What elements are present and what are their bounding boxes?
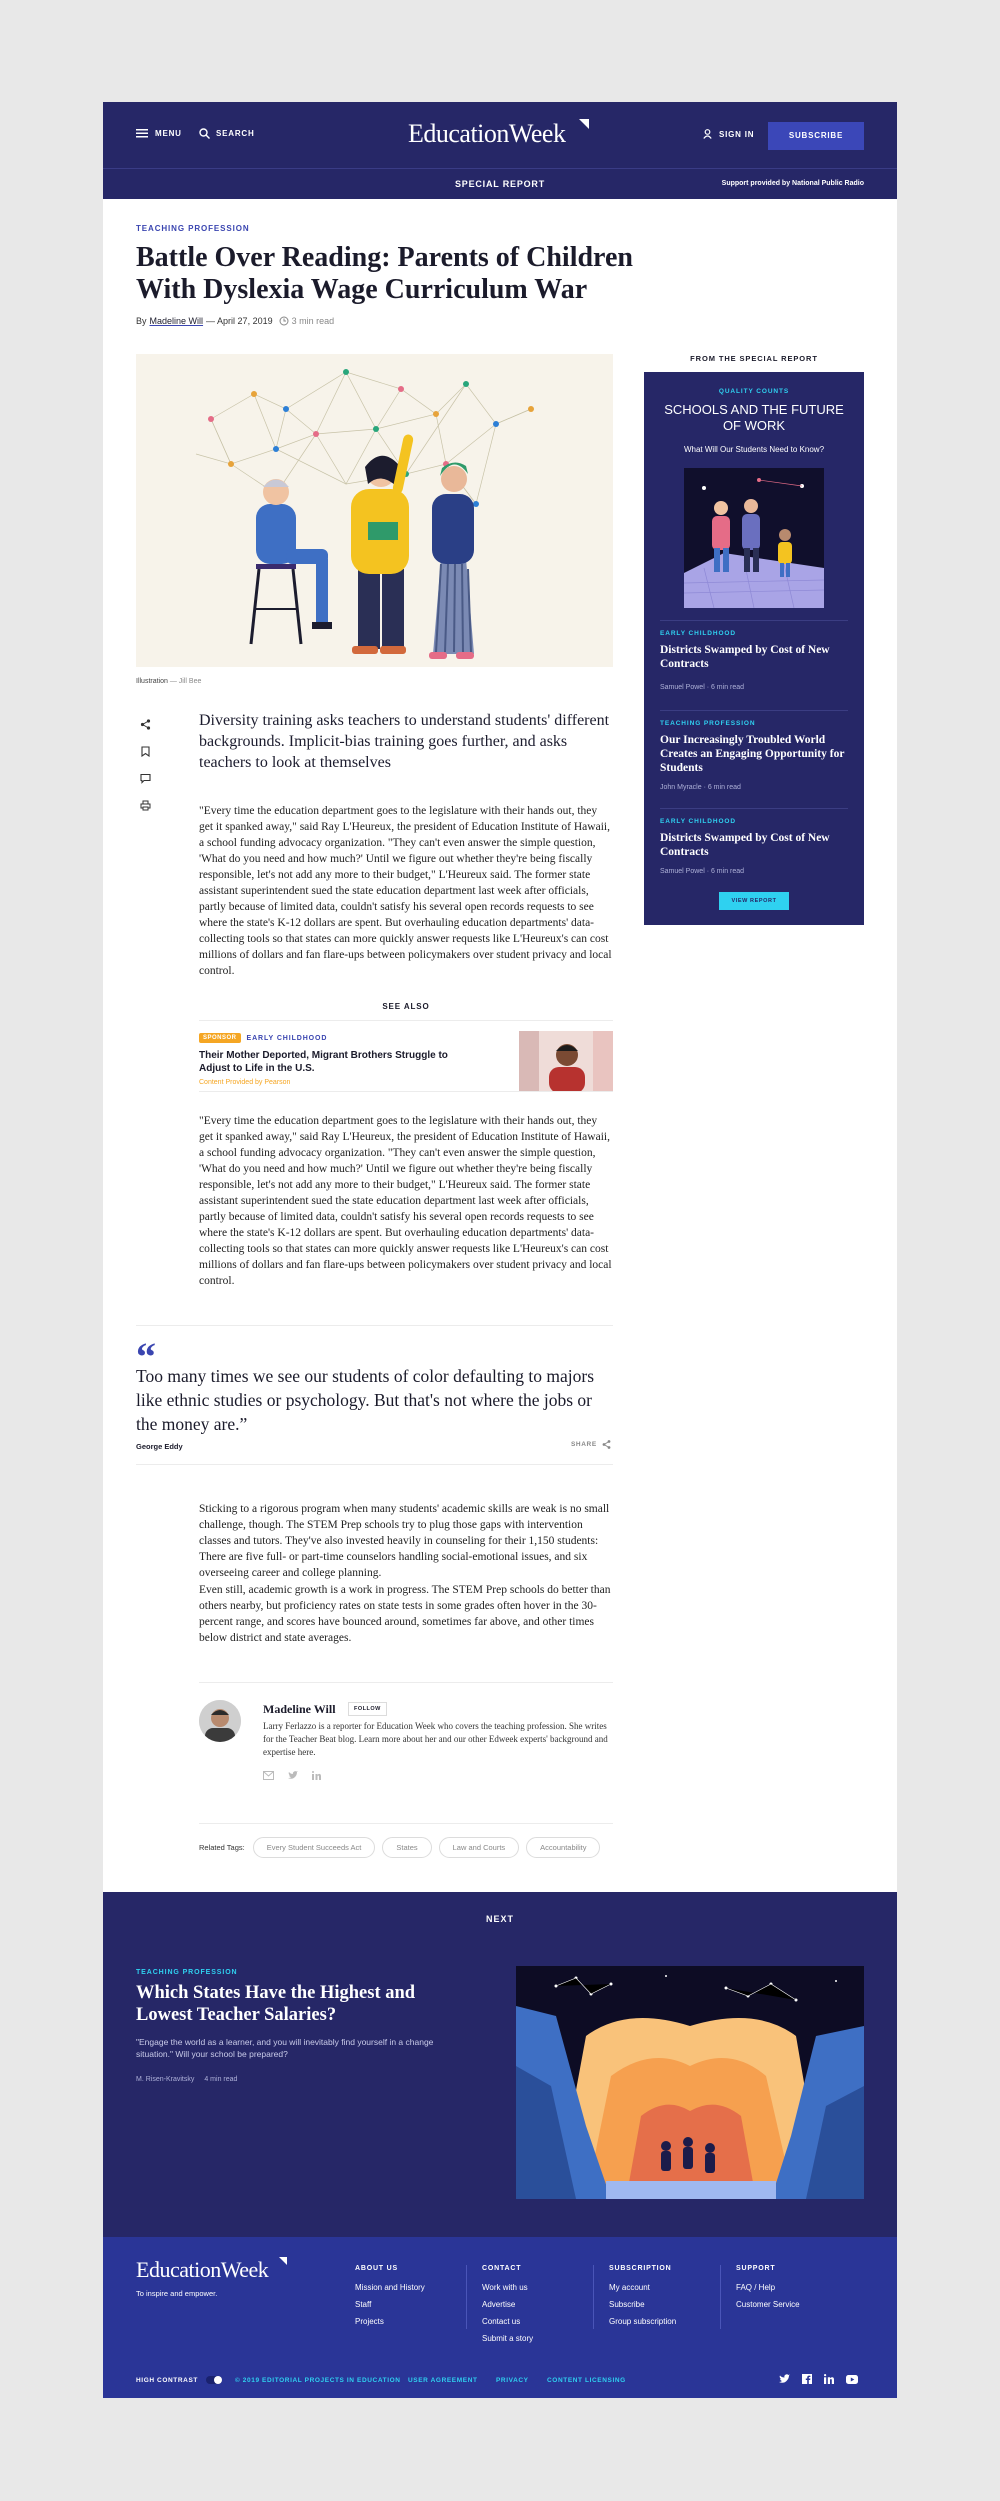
article-kicker[interactable]: TEACHING PROFESSION (136, 224, 250, 233)
article-lead: Diversity training asks teachers to understand students' different backgrounds. Implicit-bias training goes further, and asks teachers to look at themselves (199, 712, 610, 771)
next-article-section (103, 1892, 897, 2237)
tag-chip[interactable]: Law and Courts (439, 1837, 520, 1858)
byline (136, 316, 334, 326)
publish-date: — April 27, 2019 (206, 316, 273, 326)
menu-label: MENU (155, 128, 182, 138)
footer-link[interactable]: Advertise (482, 2300, 516, 2309)
pull-quote-share[interactable] (571, 1440, 611, 1449)
site-footer (103, 2237, 897, 2398)
tag-chip[interactable]: Accountability (526, 1837, 600, 1858)
footer-column (609, 2265, 676, 2330)
share-icon (602, 1440, 611, 1449)
author-link[interactable]: Madeline Will (149, 316, 204, 326)
caption-credit: — Jill Bee (169, 678, 202, 685)
divider (466, 2265, 467, 2329)
sidebar-item-meta: John Myracle · 6 min read (660, 784, 741, 791)
user-icon (703, 129, 712, 139)
clock-icon (279, 316, 289, 326)
toggle-switch[interactable] (206, 2376, 222, 2384)
search-button[interactable] (199, 128, 255, 139)
header-section-bar (103, 168, 897, 199)
bookmark-icon[interactable] (136, 742, 154, 760)
image-caption (136, 678, 201, 685)
page (103, 102, 897, 2398)
twitter-icon[interactable] (779, 2374, 790, 2384)
footer-link[interactable]: My account (609, 2283, 650, 2292)
footer-column-heading: ABOUT US (355, 2265, 398, 2272)
sidebar-item[interactable] (660, 630, 848, 691)
footer-link[interactable]: Submit a story (482, 2334, 534, 2343)
see-also-title[interactable]: Their Mother Deported, Migrant Brothers Struggle to Adjust to Life in the U.S. (199, 1050, 448, 1074)
search-icon (199, 128, 210, 139)
sponsor-badge: SPONSOR (199, 1033, 241, 1043)
footer-link[interactable]: Group subscription (609, 2317, 677, 2326)
next-title[interactable]: Which States Have the Highest and Lowest Teacher Salaries? (136, 1983, 416, 2025)
article-paragraph: "Every time the education department goes to the legislature with their hands out, they get it spanked away," said Ray L'Heureux, the president of Education Institute of Hawaii, a school funding advocacy organization. "They can't even answer the simple question, 'What do you need and how much?' Until we figure out whether they're being fiscally responsible, let's not add any more to their budget," L'Heureux said. The former state assistant superintendent sued the state education department last week after officials, partly because of limited data, couldn't satisfy his several open records requests to see where the state's K-12 dollars are spent. But overhauling education departments' data-collecting tools so that states can more quickly answer requests like L'Heureux's can cost millions of dollars and fan flare-ups between policymakers over student privacy and local control. (199, 1115, 612, 1287)
high-contrast-toggle[interactable] (136, 2376, 222, 2384)
site-header (103, 102, 897, 199)
sidebar-item-kicker: TEACHING PROFESSION (660, 720, 756, 727)
footer-column (355, 2265, 425, 2330)
youtube-icon[interactable] (846, 2375, 858, 2384)
tags-label: Related Tags: (199, 1843, 245, 1852)
divider (660, 620, 848, 621)
toggle-knob (214, 2376, 222, 2384)
hamburger-icon (136, 128, 148, 138)
sidebar-item-title[interactable]: Districts Swamped by Cost of New Contracts (660, 832, 830, 858)
footer-link[interactable]: Staff (355, 2300, 372, 2309)
footer-link[interactable]: Subscribe (609, 2300, 645, 2309)
tag-chip[interactable]: States (382, 1837, 431, 1858)
article-paragraph: Even still, academic growth is a work in progress. The STEM Prep schools do better than others nearby, but proficiency rates on state tests in some grades often hover in the 30-percent range, and scores have bounced around, sometimes far above, and other times below district and state averages. (199, 1584, 611, 1644)
share-icon[interactable] (136, 715, 154, 733)
licensing-link[interactable]: CONTENT LICENSING (547, 2377, 626, 2384)
sidebar-item[interactable] (660, 818, 848, 875)
twitter-icon[interactable] (288, 1771, 298, 1780)
hero-illustration (136, 354, 613, 667)
author-social (263, 1771, 321, 1780)
share-toolbar (136, 715, 156, 823)
footer-link[interactable]: Projects (355, 2317, 384, 2326)
tag-chip[interactable]: Every Student Succeeds Act (253, 1837, 376, 1858)
subscribe-button[interactable]: SUBSCRIBE (768, 122, 864, 150)
sidebar-item-kicker: EARLY CHILDHOOD (660, 818, 736, 825)
sidebar-title[interactable]: SCHOOLS AND THE FUTURE OF WORK (664, 402, 844, 433)
sidebar-item-title[interactable]: Districts Swamped by Cost of New Contracts (660, 644, 830, 670)
next-heading: NEXT (485, 1914, 514, 1924)
pull-quote-text: Too many times we see our students of color defaulting to majors like ethnic studies or psychology. But that's not where the jobs or the money are.” (136, 1366, 595, 1434)
signin-label: SIGN IN (719, 129, 755, 139)
byline-by: By (136, 316, 147, 326)
footer-social (779, 2374, 858, 2384)
sidebar-kicker: QUALITY COUNTS (718, 388, 790, 395)
see-also-provided: Content Provided by Pearson (199, 1079, 291, 1086)
follow-button[interactable]: FOLLOW (348, 1702, 387, 1716)
search-label: SEARCH (216, 129, 255, 138)
divider (660, 710, 848, 711)
high-contrast-label: HIGH CONTRAST (136, 2376, 198, 2384)
see-also-meta (199, 1033, 327, 1043)
footer-link[interactable]: Work with us (482, 2283, 528, 2292)
divider (199, 1823, 613, 1824)
user-agreement-link[interactable]: USER AGREEMENT (408, 2377, 478, 2384)
sidebar-illustration-art (684, 468, 824, 608)
divider (593, 2265, 594, 2329)
divider (660, 808, 848, 809)
email-icon[interactable] (263, 1771, 274, 1780)
sidebar-item-kicker: EARLY CHILDHOOD (660, 630, 736, 637)
logo-mark-icon (579, 119, 589, 129)
sidebar-heading: FROM THE SPECIAL REPORT (690, 354, 818, 363)
sidebar-illustration (684, 468, 824, 608)
next-kicker[interactable]: TEACHING PROFESSION (136, 1969, 238, 1976)
see-also-heading: SEE ALSO (382, 1002, 430, 1011)
footer-tagline: To inspire and empower. (136, 2289, 218, 2298)
logo-mark-icon (279, 2257, 287, 2265)
share-label: SHARE (571, 1441, 597, 1448)
section-label[interactable]: SPECIAL REPORT (454, 179, 546, 189)
see-also-kicker[interactable]: EARLY CHILDHOOD (246, 1034, 328, 1042)
header-top-bar (103, 102, 897, 166)
divider (136, 1325, 613, 1326)
view-report-button[interactable]: VIEW REPORT (719, 892, 789, 910)
author-bio: Larry Ferlazzo is a reporter for Education Week who covers the teaching profession. She writes for the Teacher Beat blog. Learn more about her and our other Edweek experts' background and expertise here. (263, 1721, 608, 1757)
pull-quote-attribution: George Eddy (136, 1442, 183, 1451)
site-logo[interactable]: EducationWeek (408, 119, 566, 148)
divider (720, 2265, 721, 2329)
avatar-photo (199, 1700, 241, 1742)
footer-link[interactable]: Customer Service (736, 2300, 800, 2309)
copyright: © 2019 EDITORIAL PROJECTS IN EDUCATION (235, 2377, 401, 2384)
sidebar-item-title[interactable]: Our Increasingly Troubled World Creates an Engaging Opportunity for Students (660, 734, 845, 774)
footer-link[interactable]: FAQ / Help (736, 2283, 776, 2292)
caption-label: Illustration (136, 678, 168, 685)
hero-illustration-art (136, 354, 613, 667)
see-also-photo (519, 1031, 613, 1091)
footer-column (482, 2265, 533, 2347)
footer-link[interactable]: Contact us (482, 2317, 521, 2326)
divider (199, 1682, 613, 1683)
signin-button[interactable] (703, 129, 754, 139)
next-illustration-art (516, 1966, 864, 2199)
comment-icon[interactable] (136, 769, 154, 787)
next-meta (136, 2076, 237, 2083)
menu-button[interactable] (136, 128, 182, 138)
sidebar-subtitle: What Will Our Students Need to Know? (683, 445, 825, 454)
facebook-icon[interactable] (802, 2374, 812, 2384)
footer-column-heading: CONTACT (482, 2265, 522, 2272)
print-icon[interactable] (136, 796, 154, 814)
quote-icon: “ (136, 1334, 156, 1379)
linkedin-icon[interactable] (312, 1771, 321, 1780)
sidebar-item-meta: Samuel Powel · 6 min read (660, 684, 745, 691)
privacy-link[interactable]: PRIVACY (496, 2377, 529, 2384)
author-name[interactable]: Madeline Will (263, 1702, 336, 1716)
next-author[interactable]: M. Risen-Kravitsky (136, 2076, 195, 2083)
support-text: Support provided by National Public Radio (721, 180, 864, 187)
footer-link[interactable]: Mission and History (355, 2283, 425, 2292)
see-also-card[interactable] (199, 1020, 613, 1092)
read-time: 3 min read (291, 316, 335, 326)
special-report-sidebar (644, 372, 864, 925)
see-also-thumbnail[interactable] (519, 1031, 613, 1091)
article-paragraph: "Every time the education department goes to the legislature with their hands out, they get it spanked away," said Ray L'Heureux, the president of Education Institute of Hawaii, a school funding advocacy organization. "They can't even answer the simple question, 'What do you need and how much?' Until we figure out whether they're being fiscally responsible, let's not add any more to their budget," L'Heureux said. The former state assistant superintendent sued the state education department last week after officials, partly because of limited data, couldn't satisfy his several open records requests to see where the state's K-12 dollars are spent. But overhauling education departments' data-collecting tools so that states can more quickly answer requests like L'Heureux's can cost millions of dollars and fan flare-ups between policymakers over student privacy and local control. (199, 805, 612, 977)
avatar[interactable] (199, 1700, 241, 1742)
next-illustration[interactable] (516, 1966, 864, 2199)
article-title: Battle Over Reading: Parents of Children With Dyslexia Wage Curriculum War (136, 242, 633, 305)
footer-column-heading: SUPPORT (736, 2265, 776, 2272)
related-tags (199, 1837, 607, 1858)
article-paragraph: Sticking to a rigorous program when many students' academic skills are weak is no small challenge, though. The STEM Prep schools try to plug those gaps with intervention classes and tutors. They've also invested heavily in counseling for their 1,150 students: There are five full- or part-time counselors handling social-emotional issues, and six overseeing career and college planning. (199, 1503, 610, 1579)
footer-column (736, 2265, 800, 2313)
divider (136, 1464, 613, 1465)
next-read-time: 4 min read (204, 2076, 238, 2083)
footer-logo[interactable]: EducationWeek (136, 2257, 269, 2282)
next-dek: "Engage the world as a learner, and you will inevitably find yourself in a change situation." Will your school be prepared? (136, 2037, 434, 2059)
sidebar-item-meta: Samuel Powel · 6 min read (660, 868, 745, 875)
footer-column-heading: SUBSCRIPTION (609, 2265, 672, 2272)
linkedin-icon[interactable] (824, 2374, 834, 2384)
sidebar-item[interactable] (660, 720, 848, 791)
